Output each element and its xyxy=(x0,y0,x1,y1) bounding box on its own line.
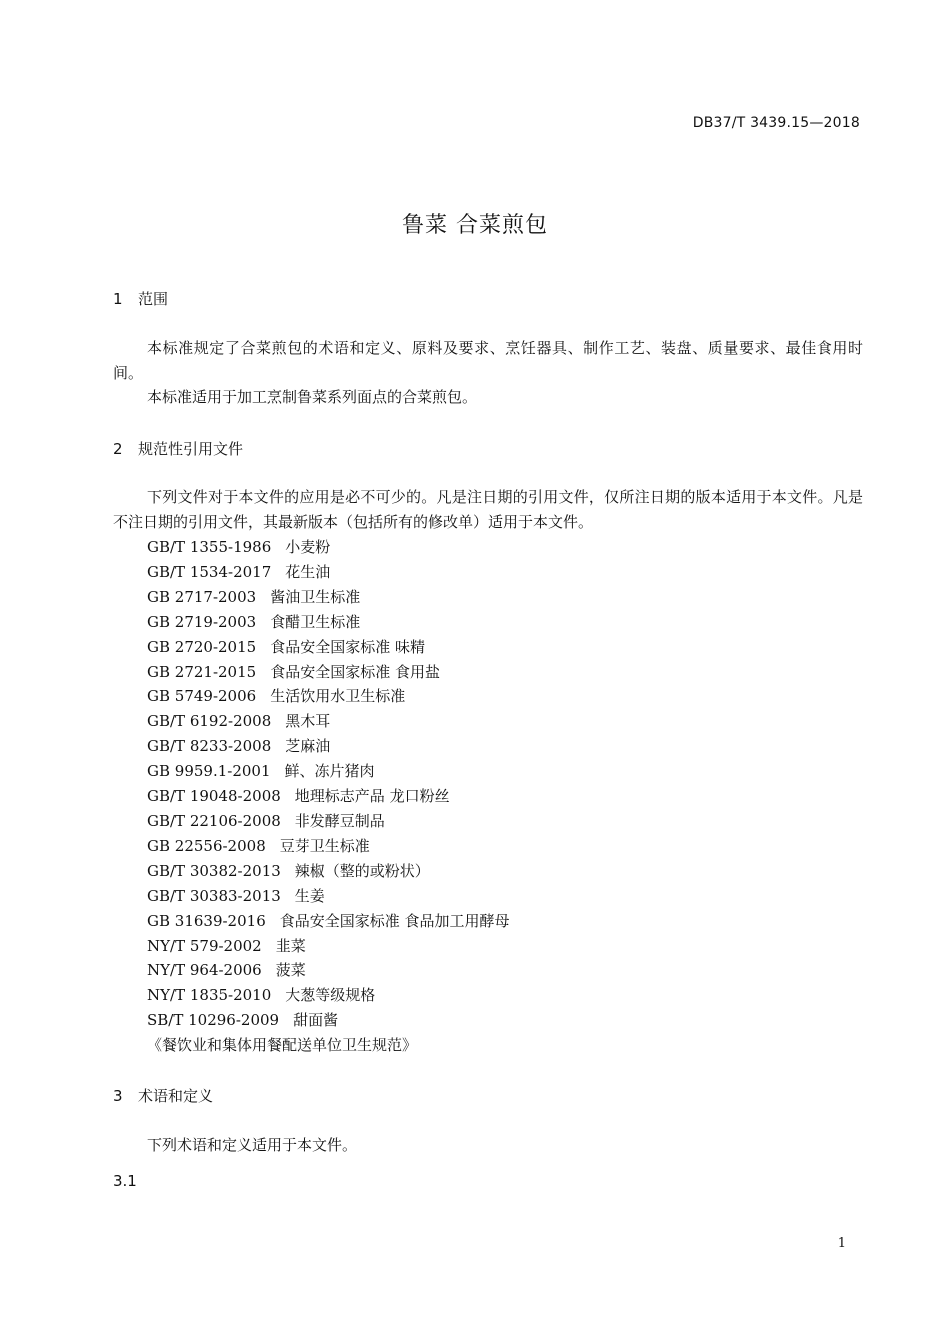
reference-item xyxy=(147,535,510,560)
reference-item xyxy=(147,958,510,983)
document-code: DB37/T 3439.15—2018 xyxy=(692,115,860,131)
reference-code: NY/T 964-2006 xyxy=(147,961,262,980)
reference-title: 地理标志产品 龙口粉丝 xyxy=(294,787,450,806)
reference-item xyxy=(147,809,510,834)
reference-title: 韭菜 xyxy=(275,936,306,955)
section-title: 规范性引用文件 xyxy=(138,440,244,458)
reference-title: 小麦粉 xyxy=(285,538,331,556)
reference-code: GB/T 1534-2017 xyxy=(147,562,272,581)
reference-item xyxy=(147,784,510,809)
paragraph: 下列文件对于本文件的应用是必不可少的。凡是注日期的引用文件，仅所注日期的版本适用于本文件。凡是不注日期的引用文件，其最新版本（包括所有的修改单）适用于本文件。 xyxy=(113,488,863,531)
reference-code: GB 2721-2015 xyxy=(147,662,257,681)
reference-code: NY/T 1835-2010 xyxy=(147,986,272,1005)
paragraph: 下列术语和定义适用于本文件。 xyxy=(147,1136,358,1154)
page-number: 1 xyxy=(837,1236,846,1251)
reference-item xyxy=(147,684,510,709)
reference-title: 甜面酱 xyxy=(293,1011,339,1030)
reference-code: SB/T 10296-2009 xyxy=(147,1011,280,1030)
reference-title: 大葱等级规格 xyxy=(285,986,376,1005)
section-number: 3 xyxy=(113,1087,123,1105)
subsection-number: 3.1 xyxy=(113,1172,137,1190)
reference-title: 鲜、冻片猪肉 xyxy=(284,762,375,781)
reference-title: 生姜 xyxy=(294,886,325,905)
reference-item xyxy=(147,610,510,635)
reference-code: GB 31639-2016 xyxy=(147,911,266,930)
section-3-heading xyxy=(113,1085,213,1106)
section-3-body xyxy=(113,1133,863,1158)
reference-title: 食品安全国家标准 食品加工用酵母 xyxy=(279,911,510,930)
reference-code: GB 2717-2003 xyxy=(147,587,257,606)
reference-item xyxy=(147,660,510,685)
reference-title: 花生油 xyxy=(285,562,331,581)
paragraph: 本标准规定了合菜煎包的术语和定义、原料及要求、烹饪器具、制作工艺、装盘、质量要求、最佳食用时间。 xyxy=(113,339,863,382)
section-1-body xyxy=(113,336,863,410)
reference-code: GB 22556-2008 xyxy=(147,836,266,855)
reference-item xyxy=(147,934,510,959)
reference-code: GB 2720-2015 xyxy=(147,637,257,656)
section-number: 1 xyxy=(113,290,123,308)
reference-title: 菠菜 xyxy=(275,961,306,980)
paragraph: 本标准适用于加工烹制鲁菜系列面点的合菜煎包。 xyxy=(147,388,478,406)
reference-item xyxy=(147,709,510,734)
reference-item xyxy=(147,585,510,610)
reference-code: GB 2719-2003 xyxy=(147,612,257,631)
reference-title: 食品安全国家标准 食用盐 xyxy=(270,662,440,681)
section-title: 术语和定义 xyxy=(138,1087,214,1105)
reference-code: GB/T 19048-2008 xyxy=(147,787,281,806)
reference-item xyxy=(147,560,510,585)
reference-code: GB 5749-2006 xyxy=(147,687,257,706)
reference-title: 生活饮用水卫生标准 xyxy=(270,687,406,706)
reference-code: GB/T 8233-2008 xyxy=(147,737,272,756)
reference-title: 黑木耳 xyxy=(285,712,331,731)
section-2-heading xyxy=(113,438,243,459)
reference-item xyxy=(147,834,510,859)
reference-title: 《餐饮业和集体用餐配送单位卫生规范》 xyxy=(147,1036,418,1055)
reference-item xyxy=(147,884,510,909)
reference-item xyxy=(147,734,510,759)
reference-code: GB 9959.1-2001 xyxy=(147,762,271,781)
reference-title: 辣椒（整的或粉状） xyxy=(294,861,430,880)
section-number: 2 xyxy=(113,440,123,458)
reference-code: GB/T 30382-2013 xyxy=(147,861,281,880)
reference-list xyxy=(147,535,510,1058)
section-1-heading xyxy=(113,288,168,309)
reference-code: GB/T 6192-2008 xyxy=(147,712,272,731)
reference-title: 食品安全国家标准 味精 xyxy=(270,637,425,656)
reference-code: GB/T 30383-2013 xyxy=(147,886,281,905)
reference-item xyxy=(147,635,510,660)
reference-item xyxy=(147,983,510,1008)
reference-title: 酱油卫生标准 xyxy=(270,587,361,606)
reference-item xyxy=(147,1008,510,1033)
reference-code: GB/T 22106-2008 xyxy=(147,811,281,830)
reference-code: GB/T 1355-1986 xyxy=(147,538,272,556)
reference-code: NY/T 579-2002 xyxy=(147,936,262,955)
reference-item xyxy=(147,1033,510,1058)
reference-item xyxy=(147,859,510,884)
reference-title: 芝麻油 xyxy=(285,737,331,756)
reference-item xyxy=(147,759,510,784)
reference-title: 豆芽卫生标准 xyxy=(279,836,370,855)
reference-title: 食醋卫生标准 xyxy=(270,612,361,631)
document-title: 鲁菜 合菜煎包 xyxy=(402,213,548,238)
reference-item xyxy=(147,909,510,934)
section-title: 范围 xyxy=(138,290,169,308)
reference-title: 非发酵豆制品 xyxy=(294,811,385,830)
section-2-intro xyxy=(113,485,863,534)
